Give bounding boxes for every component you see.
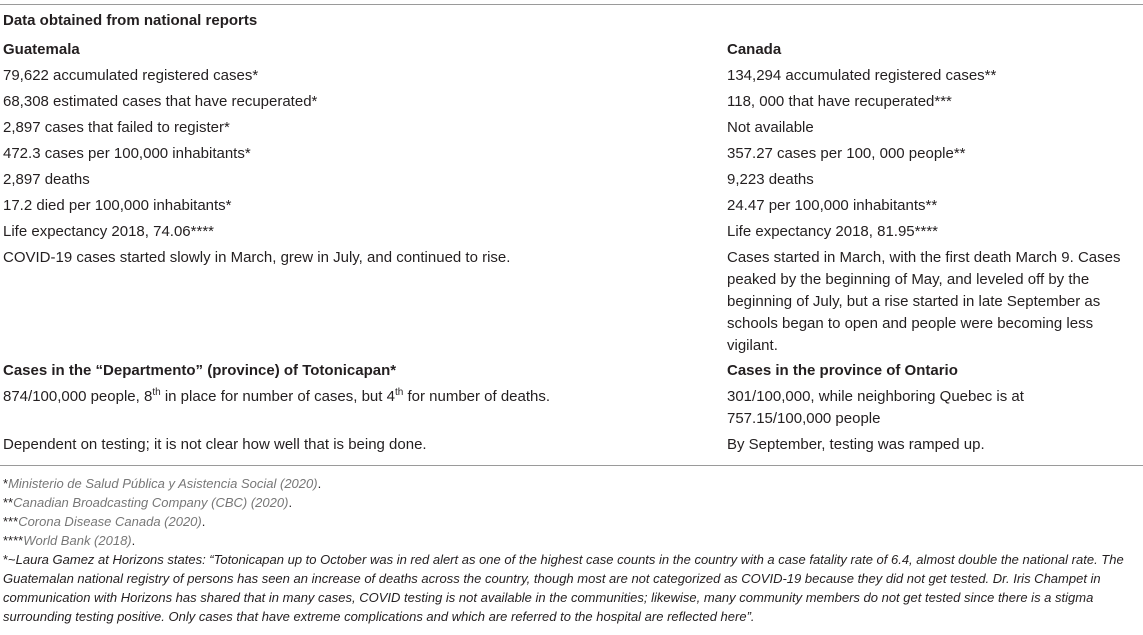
testing-canada: By September, testing was ramped up. [727,436,985,453]
table-row-left: Life expectancy 2018, 74.06**** [3,223,214,240]
table-row-right: 9,223 deaths [727,171,814,188]
totonicapan-header: Cases in the “Departmento” (province) of Totonicapan* [3,362,397,379]
table-row-right: Not available [727,119,814,136]
totonicapan-cases: 874/100,000 people, 8th in place for number of cases, but 4th for number of deaths. [3,387,551,405]
footnote: ***Corona Disease Canada (2020). [3,514,206,529]
ontario-header: Cases in the province of Ontario [727,362,958,379]
table-row-right: 118, 000 that have recuperated*** [727,93,952,110]
footnote-reference-link[interactable]: World Bank (2018) [23,533,132,548]
footnote: *Ministerio de Salud Pública y Asistencia Social (2020). [3,476,322,491]
top-rule [0,4,1143,5]
table-row-left: 79,622 accumulated registered cases* [3,67,259,84]
table-row-left: 68,308 estimated cases that have recuperated* [3,93,318,110]
covid-trend-guatemala: COVID-19 cases started slowly in March, grew in July, and continued to rise. [3,249,511,266]
table-row-right: 24.47 per 100,000 inhabitants** [727,197,938,214]
footnote-reference-link[interactable]: Canadian Broadcasting Company (CBC) (2020) [13,495,289,510]
table-row-left: 2,897 cases that failed to register* [3,119,230,136]
table-row-right: 357.27 cases per 100, 000 people** [727,145,966,162]
guatemala-header: Guatemala [3,41,80,58]
table-title: Data obtained from national reports [3,12,258,29]
canada-header: Canada [727,41,782,58]
bottom-rule [0,465,1143,466]
table-row-left: 17.2 died per 100,000 inhabitants* [3,197,232,214]
covid-trend-canada: Cases started in March, with the first death March 9. Cases peaked by the beginning of May, and leveled off by the beginning of July, but a rise started in late September as schools began to open and people were becoming less vigilant. [727,249,1121,354]
footnotes [3,474,1141,626]
footnote: **Canadian Broadcasting Company (CBC) (2020). [3,495,293,510]
table-row-right: 134,294 accumulated registered cases** [727,67,997,84]
table-row-right: Life expectancy 2018, 81.95**** [727,223,938,240]
table-row-left: 2,897 deaths [3,171,90,188]
table-row-left: 472.3 cases per 100,000 inhabitants* [3,145,251,162]
footnote-reference-link[interactable]: Ministerio de Salud Pública y Asistencia Social (2020) [8,476,318,491]
testing-guatemala: Dependent on testing; it is not clear how well that is being done. [3,436,427,453]
footnote-long: *~Laura Gamez at Horizons states: “Totonicapan up to October was in red alert as one of the highest case counts in the country with a case fatality rate of 6.4, almost double the national rate. The Guatemalan national registry of persons has seen an increase of deaths across the country, though most are not categorized as COVID-19 because they did not get tested. Dr. Iris Champet in communication with Horizons has shared that in many cases, COVID testing is not available in the communities; likewise, many community members do not get tested since there is a stigma surrounding testing positive. Only cases that have extreme complications and which are referred to the hospital are reflected here”. [3,552,1124,624]
footnote-reference-link[interactable]: Corona Disease Canada (2020) [18,514,202,529]
ontario-cases: 301/100,000, while neighboring Quebec is at 757.15/100,000 people [727,388,1024,427]
footnote: ****World Bank (2018). [3,533,136,548]
